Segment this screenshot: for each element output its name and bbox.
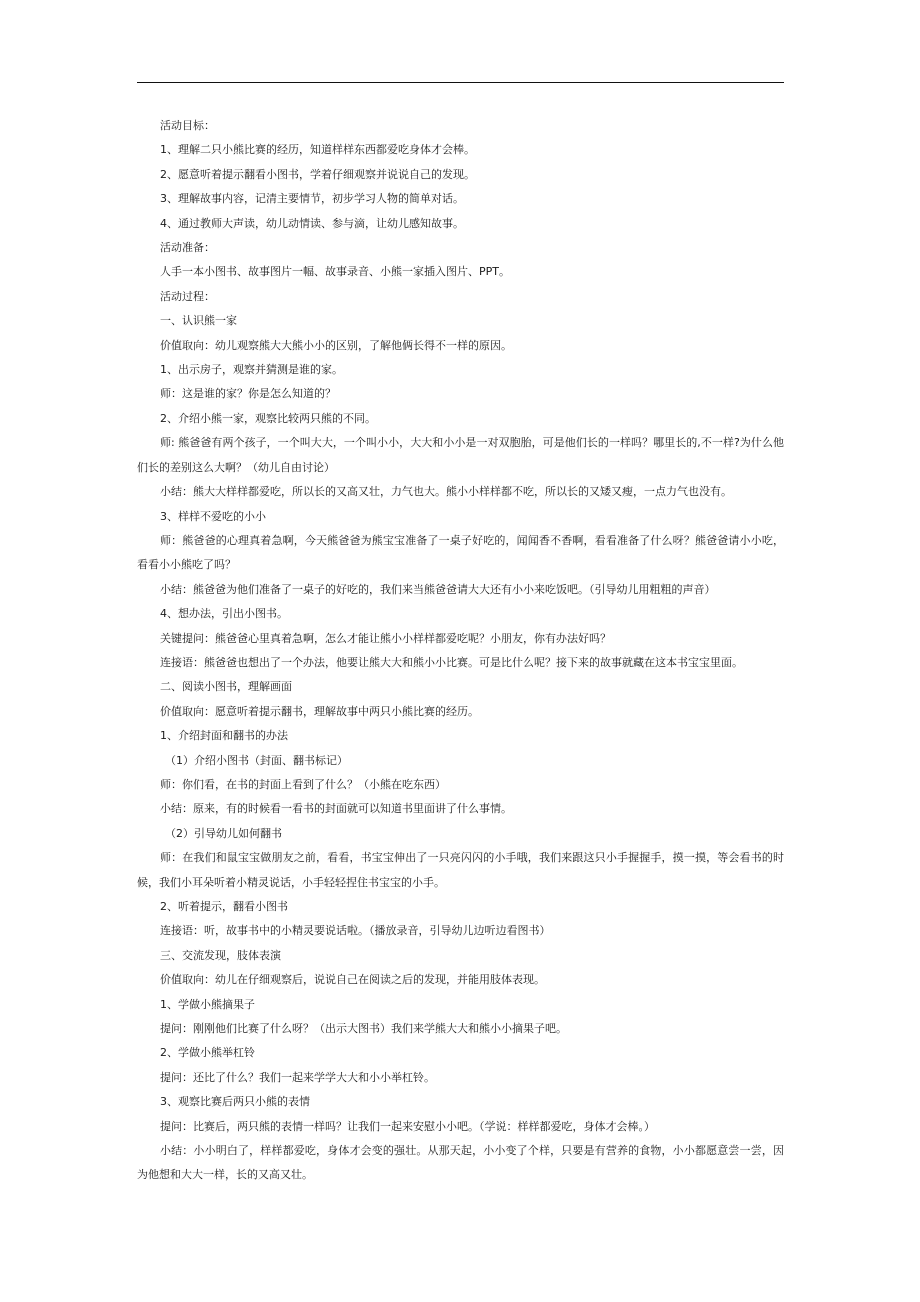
key-question: 关键提问：熊爸爸心里真着急啊，怎么才能让熊小小样样都爱吃呢？小朋友，你有办法好吗？ [160,631,611,645]
section-heading: 二、阅读小图书，理解画面 [160,680,292,694]
dialogue-line: 师：你们看，在书的封面上看到了什么？（小熊在吃东西） [160,777,446,791]
sub-step-item: （1）介绍小图书（封面、翻书标记） [165,753,348,767]
heading-goals: 活动目标： [160,119,215,132]
transition-line: 连接语：听，故事书中的小精灵要说话啦。（播放录音，引导幼儿边听边看图书） [160,924,551,938]
sub-step-item: （2）引导幼儿如何翻书 [165,826,282,840]
goal-item: 2、愿意听着提示翻看小图书，学着仔细观察并说说自己的发现。 [160,167,475,181]
summary-line: 小结：熊爸爸为他们准备了一桌子的好吃的，我们来当熊爸爸请大大还有小小来吃饭吧。（引导幼儿用粗粗的声音） [160,582,716,596]
question-line: 提问：比赛后，两只熊的表情一样吗？让我们一起来安慰小小吧。（学说：样样都爱吃，身体才会棒。） [160,1119,655,1133]
goal-item: 4、通过教师大声读，幼儿动情读、参与滴，让幼儿感知故事。 [160,216,464,230]
step-item: 2、听着提示，翻看小图书 [160,900,288,913]
step-item: 2、学做小熊举杠铃 [160,1046,255,1060]
dialogue-paragraph: 师：在我们和鼠宝宝做朋友之前，看看，书宝宝伸出了一只亮闪闪的小手哦，我们来跟这只小手握握手，摸一摸，等会看书的时候，我们小耳朵听着小精灵说话，小手轻轻捏住书宝宝的小手。 [137,851,784,889]
value-orientation: 价值取向：幼儿观察熊大大熊小小的区别，了解他俩长得不一样的原因。 [160,338,512,352]
step-item: 2、介绍小熊一家，观察比较两只熊的不同。 [160,411,376,425]
goal-item: 1、理解二只小熊比赛的经历，知道样样东西都爱吃身体才会棒。 [160,143,475,157]
heading-process: 活动过程： [160,289,215,303]
section-heading: 三、交流发现，肢体表演 [160,948,281,962]
section-heading: 一、认识熊一家 [160,314,237,328]
heading-preparation: 活动准备： [160,241,215,255]
dialogue-paragraph: 师：熊爸爸的心理真着急啊，今天熊爸爸为熊宝宝准备了一桌子好吃的，闻闻香不香啊，看看准备了什么呀？熊爸爸请小小吃，看看小小熊吃了吗？ [137,533,784,572]
value-orientation: 价值取向：幼儿在仔细观察后，说说自己在阅读之后的发现，并能用肢体表现。 [160,973,545,987]
dialogue-line: 师：这是谁的家？你是怎么知道的？ [160,387,336,401]
step-item: 3、观察比赛后两只小熊的表情 [160,1095,310,1109]
summary-paragraph: 小结：小小明白了，样样都爱吃，身体才会变的强壮。从那天起，小小变了个样，只要是有营养的食物，小小都愿意尝一尝，因为他想和大大一样，长的又高又壮。 [137,1144,784,1182]
question-line: 提问：还比了什么？我们一起来学学大大和小小举杠铃。 [160,1070,435,1084]
question-line: 提问：刚刚他们比赛了什么呀？（出示大图书）我们来学熊大大和熊小小摘果子吧。 [160,1022,567,1036]
dialogue-paragraph: 师: 熊爸爸有两个孩子，一个叫大大，一个叫小小，大大和小小是一对双胞胎，可是他们长的一样吗？哪里长的,不一样?为什么他们长的差别这么大啊？（幼儿自由讨论） [137,436,784,474]
value-orientation: 价值取向：愿意听着提示翻书，理解故事中两只小熊比赛的经历。 [160,704,479,718]
summary-line: 小结：原来，有的时候看一看书的封面就可以知道书里面讲了什么事情。 [160,802,512,816]
step-item: 3、样样不爱吃的小小 [160,509,266,523]
step-item: 1、学做小熊摘果子 [160,997,255,1011]
header-rule [137,82,784,83]
document-body [137,114,784,1188]
goal-item: 3、理解故事内容，记清主要情节，初步学习人物的简单对话。 [160,192,464,206]
transition-line: 连接语：熊爸爸也想出了一个办法，他要让熊大大和熊小小比赛。可是比什么呢？接下来的故事就藏在这本书宝宝里面。 [160,655,743,669]
step-item: 4、想办法，引出小图书。 [160,607,288,621]
step-item: 1、介绍封面和翻书的办法 [160,729,288,743]
preparation-text: 人手一本小图书、故事图片一幅、故事录音、小熊一家插入图片、PPT。 [160,265,510,279]
summary-line: 小结：熊大大样样都爱吃，所以长的又高又壮，力气也大。熊小小样样都不吃，所以长的又矮又瘦，一点力气也没有。 [160,485,732,499]
step-item: 1、出示房子，观察并猜测是谁的家。 [160,363,343,377]
